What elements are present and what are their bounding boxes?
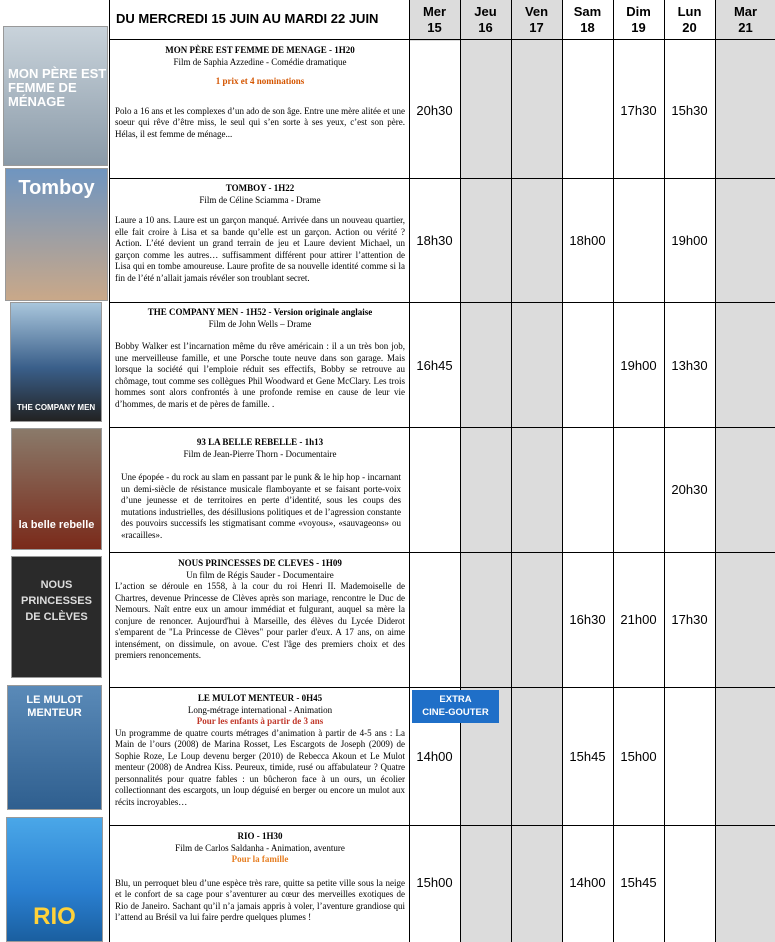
poster-title: RIO <box>33 903 76 930</box>
film-subtitle: Film de Saphia Azzedine - Comédie dramatique <box>173 56 347 67</box>
film-title: MON PÈRE EST FEMME DE MENAGE - 1H20 <box>165 45 355 55</box>
showtime: 14h00 <box>416 749 453 764</box>
day-header-mer: Mer 15 <box>409 0 460 40</box>
showtime: 20h30 <box>671 482 708 497</box>
showtime: 14h00 <box>569 875 606 890</box>
extra-cine-gouter-badge: EXTRA CINE-GOUTER <box>412 690 499 723</box>
film-row <box>110 304 409 427</box>
showtime: 15h30 <box>671 103 708 118</box>
row-divider <box>110 552 775 553</box>
film-subtitle: Un film de Régis Sauder - Documentaire <box>186 569 334 580</box>
showtime: 19h00 <box>671 233 708 248</box>
showtime: 15h00 <box>620 749 657 764</box>
showtime: 16h45 <box>416 358 453 373</box>
poster-title: THE COMPANY MEN <box>16 403 96 412</box>
film-row <box>110 42 409 178</box>
day-header-dim: Dim 19 <box>613 0 664 40</box>
poster-title: MON PÈRE EST FEMME DE MÉNAGE <box>8 66 107 109</box>
row-divider <box>110 687 775 688</box>
row-divider <box>110 427 775 428</box>
film-description: Laure a 10 ans. Laure est un garçon manqué. Arrivée dans un nouveau quartier, elle fait croire à Lisa et sa bande qu’elle est un garçon. Action ou vérité ? Action. L’été devient un grand terrain de jeu et Laure devient Michael, un garçon comme les autres… suffisamment différent pour attirer l’attention de Lisa qui en tombe amoureuse. Laure profite de sa nouvelle identité comme si la fin de l’été n’allait jamais révéler son troublant secret. <box>115 215 405 283</box>
showtime: 19h00 <box>620 358 657 373</box>
poster-title: Tomboy <box>18 177 95 199</box>
film-note: 1 prix et 4 nominations <box>215 76 305 86</box>
day-header-jeu: Jeu 16 <box>460 0 511 40</box>
film-subtitle: Film de Carlos Saldanha - Animation, aventure <box>175 842 345 853</box>
poster-princesses <box>11 556 102 678</box>
showtime: 18h00 <box>569 233 606 248</box>
column-ven <box>511 0 562 942</box>
film-title: 93 LA BELLE REBELLE - 1h13 <box>196 437 324 447</box>
schedule-table <box>109 0 775 942</box>
row-divider <box>110 825 775 826</box>
poster-company-men <box>10 302 102 422</box>
showtime: 16h30 <box>569 612 606 627</box>
day-header-mar: Mar 21 <box>715 0 775 40</box>
film-note: Pour la famille <box>231 854 289 864</box>
showtime: 21h00 <box>620 612 657 627</box>
poster-title: la belle rebelle <box>18 519 95 531</box>
film-description: Polo a 16 ans et les complexes d’un ado de son âge. Entre une mère alitée et une soeur qui rêve d’être miss, le seul qui s’en sorte à ses yeux, c’est son père. Hélas, il est femme de ménage... <box>115 105 405 139</box>
column-dim <box>613 0 664 942</box>
showtime: 15h45 <box>620 875 657 890</box>
film-title: RIO - 1H30 <box>237 831 283 841</box>
film-row <box>110 434 409 552</box>
film-row <box>110 690 409 825</box>
film-row <box>110 180 409 302</box>
film-title: THE COMPANY MEN - 1H52 - Version originale anglaise <box>147 307 373 317</box>
text-column-divider <box>409 0 410 942</box>
table-heading: DU MERCREDI 15 JUIN AU MARDI 22 JUIN <box>110 0 409 40</box>
poster-mulot <box>7 685 102 810</box>
row-divider <box>110 178 775 179</box>
showtime: 13h30 <box>671 358 708 373</box>
column-jeu <box>460 0 511 942</box>
film-description: L’action se déroule en 1558, à la cour du roi Henri II. Mademoiselle de Chartres, devenue Princesse de Clèves après son mariage, rencontre le Duc de Nemours. Naît entre eux un amour immédiat et fulgurant, auquel sa mère la conjure de renoncer. Aujourd'hui à Marseille, des élèves du Lycée Diderot s'emparent de "La Princesse de Clèves" pour parler d'eux. A 17 ans, on aime intensément, on dissimule, on avoue. C'est l'âge des premiers choix et des premiers renoncements. <box>115 581 405 660</box>
day-header-sam: Sam 18 <box>562 0 613 40</box>
film-row <box>110 828 409 942</box>
film-title: LE MULOT MENTEUR - 0H45 <box>197 693 323 703</box>
film-description: Un programme de quatre courts métrages d’animation à partir de 4-5 ans : La Main de l’ours (2008) de Marina Rosset, Les Escargots de Joseph (2009) de Sophie Roze, Le Loup devenu berger (2010) de Rebecca Akoun et Le Mulot menteur (2008) de Andrea Kiss. Peureux, timide, rusé ou affabulateur ? Quatre personnalités pour quatre fables : un bûcheron face à un ours, un écolier collectionnant des escargots, un loup déguisé en berger ou encore un mulot aux récits incroyables… <box>115 727 405 807</box>
showtime: 17h30 <box>671 612 708 627</box>
column-mer-bg <box>410 41 460 942</box>
film-subtitle: Film de Jean-Pierre Thorn - Documentaire <box>183 448 337 459</box>
film-subtitle: Film de Céline Sciamma - Drame <box>199 194 321 205</box>
film-note: Pour les enfants à partir de 3 ans <box>196 716 324 726</box>
column-lun <box>664 0 715 942</box>
showtime: 18h30 <box>416 233 453 248</box>
poster-mon-pere <box>3 26 108 166</box>
showtime: 17h30 <box>620 103 657 118</box>
row-divider <box>110 302 775 303</box>
film-subtitle: Long-métrage international - Animation <box>187 704 333 715</box>
film-title: TOMBOY - 1H22 <box>225 183 295 193</box>
poster-tomboy <box>5 168 108 301</box>
showtime: 15h00 <box>416 875 453 890</box>
column-mar <box>715 0 775 942</box>
day-header-ven: Ven 17 <box>511 0 562 40</box>
showtime: 15h45 <box>569 749 606 764</box>
film-title: NOUS PRINCESSES DE CLEVES - 1H09 <box>178 558 342 568</box>
film-description: Une épopée - du rock au slam en passant par le punk & le hip hop - incarnant un demi-siècle de résistance musicale flamboyante et se faisant porte-voix d’une jeunesse et de territoires en perte d’identité, sous les coups des mutations industrielles, des désillusions politiques et de l’agression constante des pouvoirs successifs les stigmatisant comme «voyous», «sauvageons» ou «racailles». <box>121 472 401 540</box>
film-description: Bobby Walker est l’incarnation même du rêve américain : il a un très bon job, une merveilleuse famille, et une Porsche toute neuve dans son garage. Mais lorsque la société qui l’emploie réduit ses effectifs, Bobby se retrouve au chômage, tout comme ses collègues Phil Woodward et Gene McClary. Les trois hommes sont alors confrontés à une profonde remise en cause de leur vie d’hommes, de maris et de pères de famille. . <box>115 341 405 409</box>
poster-title: NOUS PRINCESSES DE CLÈVES <box>21 579 92 623</box>
film-description: Blu, un perroquet bleu d’une espèce très rare, quitte sa petite ville sous la neige et le confort de sa cage pour s’aventurer au cœur des merveilles exotiques de Rio de Janeiro. Sachant qu’il n’a jamais appris à voler, l’aventure grandiose qui l’attend au Brésil va lui faire perdre quelques plumes ! <box>115 877 405 922</box>
showtime: 20h30 <box>416 103 453 118</box>
film-subtitle: Film de John Wells – Drame <box>208 318 312 329</box>
poster-title: LE MULOT MENTEUR <box>26 694 83 719</box>
poster-belle-rebelle <box>11 428 102 550</box>
film-row <box>110 555 409 687</box>
poster-rio <box>6 817 103 942</box>
day-header-lun: Lun 20 <box>664 0 715 40</box>
column-sam <box>562 0 613 942</box>
